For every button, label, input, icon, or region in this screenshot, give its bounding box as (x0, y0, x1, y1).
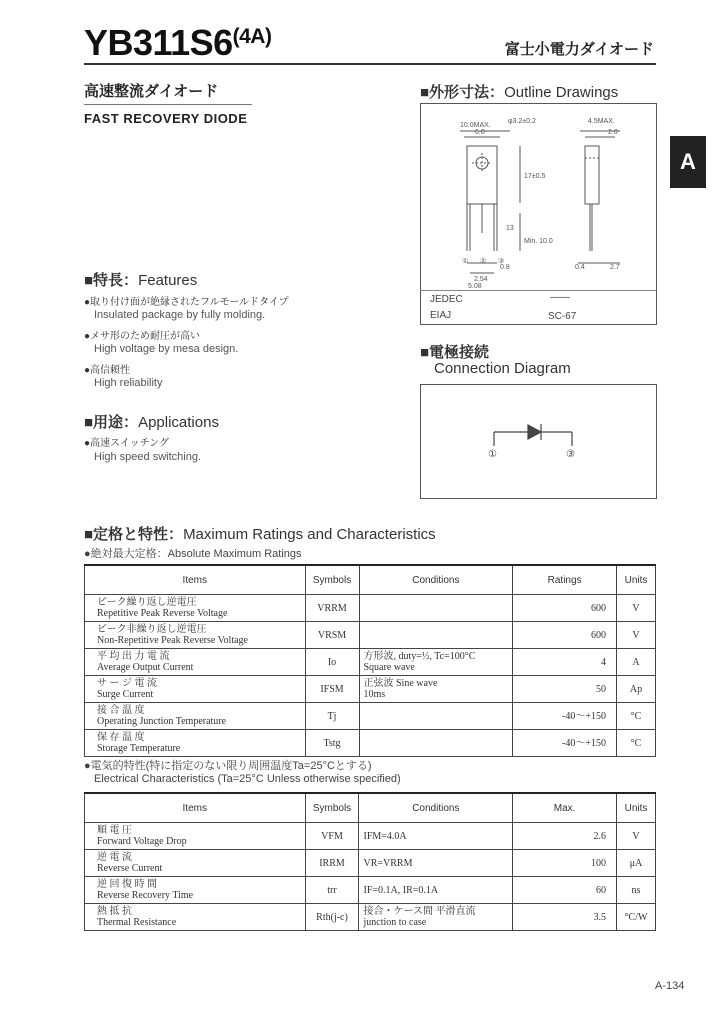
outline-heading: ■外形寸法：Outline Drawings (420, 84, 619, 101)
svg-text:5.08: 5.08 (468, 283, 482, 290)
outline-drawing (420, 103, 656, 291)
svg-text:0.8: 0.8 (500, 264, 510, 271)
feature-jp: ●メサ形のため耐圧が高い (84, 331, 201, 342)
table-row: 熱 抵 抗 Thermal Resistance Rth(j-c) 接合・ケース間 平滑直流 junction to case 3.5 °C/W (85, 904, 656, 931)
svg-text:4.5MAX.: 4.5MAX. (588, 118, 615, 125)
part-number: $YB311S6^{(4A)}$ (84, 22, 272, 63)
svg-text:0.4: 0.4 (575, 264, 585, 271)
absolute-max-ratings-table (84, 564, 656, 757)
table-header (85, 565, 656, 595)
eiaj-label: EIAJ (430, 310, 452, 321)
pin-3-label: ③ (566, 449, 575, 460)
brand-title: 富士小電力ダイオード (504, 41, 654, 58)
ratings-heading: ■定格と特性：Maximum Ratings and Characteristics (84, 526, 436, 543)
application-jp: ●高速スイッチング (84, 438, 169, 449)
table-row: 接 合 温 度 Operating Junction Temperature Tj -40～+150 °C (85, 703, 656, 730)
table-row: 保 存 温 度 Storage Temperature Tstg -40～+150 °C (85, 730, 656, 757)
jedec-value: —— (550, 292, 570, 303)
connection-heading-jp: ■電極接続 (420, 344, 490, 361)
svg-text:φ3.2±0.2: φ3.2±0.2 (508, 118, 536, 125)
svg-text:13: 13 (506, 225, 514, 232)
table-row: 逆 回 復 時 間 Reverse Recovery Time trr IF=0.1A, IR=0.1A 60 ns (85, 877, 656, 904)
svg-text:2.7: 2.7 (610, 264, 620, 271)
page-number: A-134 (655, 980, 685, 992)
feature-jp: ●高信頼性 (84, 365, 131, 376)
subject-jp: 高速整流ダイオード (84, 83, 219, 100)
diode-symbol-icon (420, 384, 656, 497)
pin-1-label: ① (488, 449, 497, 460)
col-ratings: Ratings (513, 565, 617, 595)
applications-heading: ■用途：Applications (84, 414, 219, 431)
svg-text:6.0: 6.0 (475, 129, 485, 136)
outline-separator (420, 290, 656, 291)
jedec-label: JEDEC (430, 294, 463, 305)
current-rating: (4A) (232, 25, 272, 48)
table-row: 逆 電 流 Reverse Current IRRM VR=VRRM 100 μA (85, 850, 656, 877)
feature-en: High voltage by mesa design. (94, 343, 239, 355)
col-symbols: Symbols (305, 793, 359, 823)
svg-text:②: ② (480, 258, 487, 265)
table-row: 平 均 出 力 電 流 Average Output Current Io 方形波, duty=½, Tc=100°C Square wave 4 A (85, 649, 656, 676)
col-max: Max. (513, 793, 617, 823)
svg-text:①: ① (462, 258, 469, 265)
application-en: High speed switching. (94, 451, 202, 463)
electrical-characteristics-table (84, 792, 656, 931)
absolute-ratings-heading: ●絶対最大定格：Absolute Maximum Ratings (84, 548, 302, 560)
eiaj-value: SC-67 (548, 311, 577, 322)
col-conditions: Conditions (359, 793, 513, 823)
connection-heading-en: Connection Diagram (434, 360, 571, 377)
section-tab: A (670, 136, 706, 188)
svg-text:2.0: 2.0 (608, 129, 618, 136)
table-header (85, 793, 656, 823)
feature-en: Insulated package by fully molding. (94, 309, 266, 321)
svg-text:③: ③ (498, 258, 505, 265)
svg-text:10.0MAX.: 10.0MAX. (460, 122, 491, 129)
svg-text:2.54: 2.54 (474, 276, 488, 283)
electrical-heading-jp: ●電気的特性(特に指定のない限り周囲温度Ta=25°Cとする) (84, 760, 372, 772)
col-items: Items (85, 793, 306, 823)
col-units: Units (617, 565, 656, 595)
col-conditions: Conditions (359, 565, 513, 595)
subject-en: FAST RECOVERY DIODE (84, 111, 248, 126)
col-symbols: Symbols (305, 565, 359, 595)
features-heading: ■特長：Features (84, 272, 198, 289)
col-items: Items (85, 565, 306, 595)
table-row: サ ー ジ 電 流 Surge Current IFSM 正弦波 Sine wave 10ms 50 Ap (85, 676, 656, 703)
table-row: ピーク非繰り返し逆電圧 Non-Repetitive Peak Reverse Voltage VRSM 600 V (85, 622, 656, 649)
subject-rule (84, 104, 252, 105)
svg-text:Min. 10.0: Min. 10.0 (524, 238, 553, 245)
table-row: 順 電 圧 Forward Voltage Drop VFM IFM=4.0A 2.6 V (85, 823, 656, 850)
svg-text:17±0.5: 17±0.5 (524, 173, 546, 180)
feature-en: High reliability (94, 377, 163, 389)
feature-jp: ●取り付け面が絶縁されたフルモールドタイプ (84, 297, 289, 308)
col-units: Units (616, 793, 655, 823)
electrical-heading-en: Electrical Characteristics (Ta=25°C Unless otherwise specified) (94, 773, 401, 785)
table-row: ピーク繰り返し逆電圧 Repetitive Peak Reverse Voltage VRRM 600 V (85, 595, 656, 622)
header-rule (84, 63, 656, 65)
